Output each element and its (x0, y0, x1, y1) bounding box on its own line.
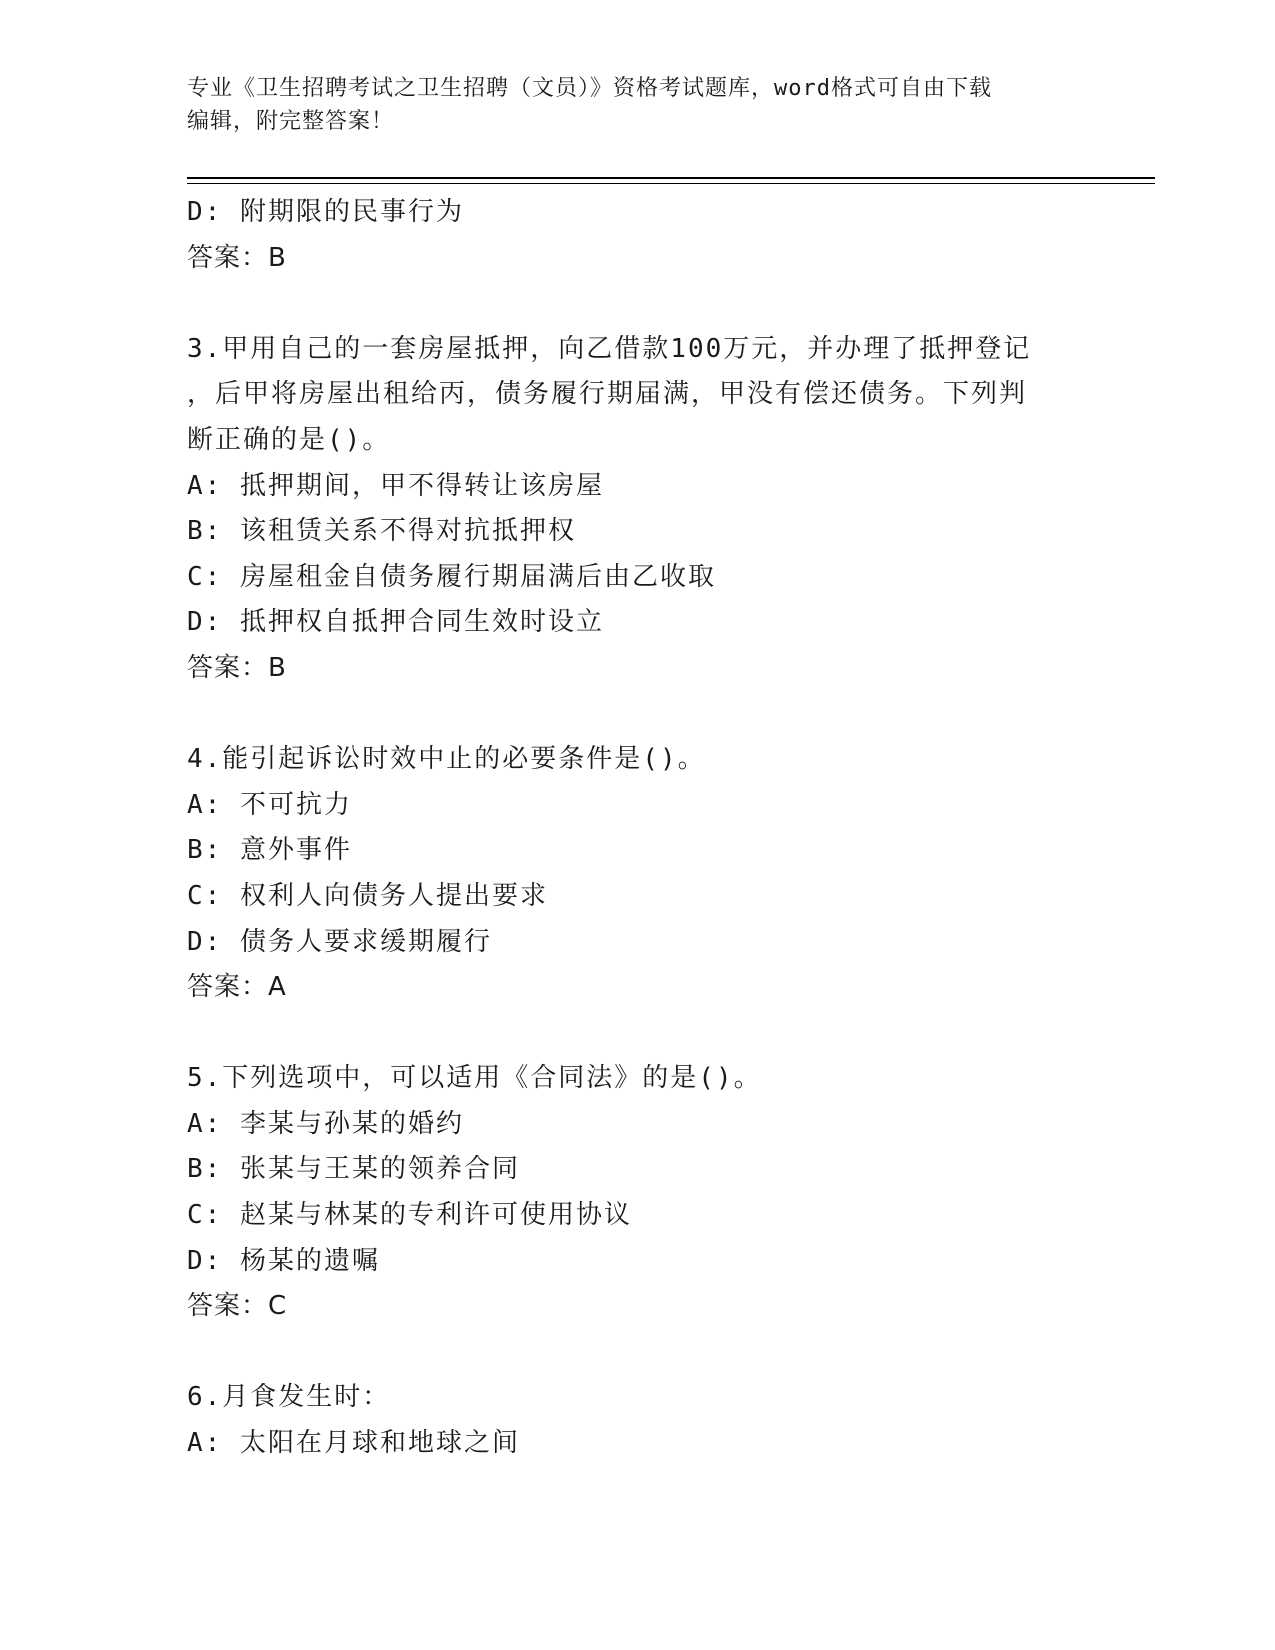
header-line-2: 编辑，附完整答案！ (187, 109, 395, 134)
q5-option-d: D: 杨某的遗嘱 (187, 1245, 380, 1276)
q3-option-b: B: 该租赁关系不得对抗抵押权 (187, 516, 576, 547)
header-divider-thin (187, 183, 1155, 184)
q5-option-c: C: 赵某与林某的专利许可使用协议 (187, 1200, 632, 1231)
spacer (187, 1330, 1087, 1376)
q3-option-d: D: 抵押权自抵押合同生效时设立 (187, 607, 604, 638)
spacer (187, 692, 1087, 738)
q6-stem: 6.月食发生时： (187, 1382, 391, 1413)
document-header (187, 72, 1087, 138)
q4-option-a: A: 不可抗力 (187, 789, 352, 820)
q4-option-d: D: 债务人要求缓期履行 (187, 926, 492, 957)
q3-answer: 答案：B (187, 652, 287, 683)
q6-option-a: A: 太阳在月球和地球之间 (187, 1428, 520, 1459)
spacer (187, 1011, 1087, 1057)
q3-option-a: A: 抵押期间，甲不得转让该房屋 (187, 470, 604, 501)
q5-stem: 5.下列选项中，可以适用《合同法》的是()。 (187, 1063, 762, 1094)
q5-option-a: A: 李某与孙某的婚约 (187, 1108, 464, 1139)
header-line-1: 专业《卫生招聘考试之卫生招聘（文员）》资格考试题库，word格式可自由下载 (187, 76, 992, 101)
header-divider-thick (187, 177, 1155, 179)
q4-stem: 4.能引起诉讼时效中止的必要条件是()。 (187, 744, 706, 775)
q4-option-c: C: 权利人向债务人提出要求 (187, 880, 548, 911)
q3-stem-line-1: 3.甲用自己的一套房屋抵押，向乙借款100万元，并办理了抵押登记 (187, 333, 1032, 364)
spacer (187, 281, 1087, 327)
q5-answer: 答案：C (187, 1291, 288, 1322)
q4-answer: 答案：A (187, 972, 287, 1003)
q5-option-b: B: 张某与王某的领养合同 (187, 1154, 520, 1185)
q3-stem-line-3: 断正确的是()。 (187, 424, 391, 455)
question-list (187, 190, 1087, 1467)
q2-option-d: D: 附期限的民事行为 (187, 197, 464, 227)
q2-answer: 答案：B (187, 242, 287, 273)
q4-option-b: B: 意外事件 (187, 835, 352, 866)
q3-option-c: C: 房屋租金自债务履行期届满后由乙收取 (187, 561, 716, 592)
q3-stem-line-2: ，后甲将房屋出租给丙，债务履行期届满，甲没有偿还债务。下列判 (187, 379, 1028, 410)
